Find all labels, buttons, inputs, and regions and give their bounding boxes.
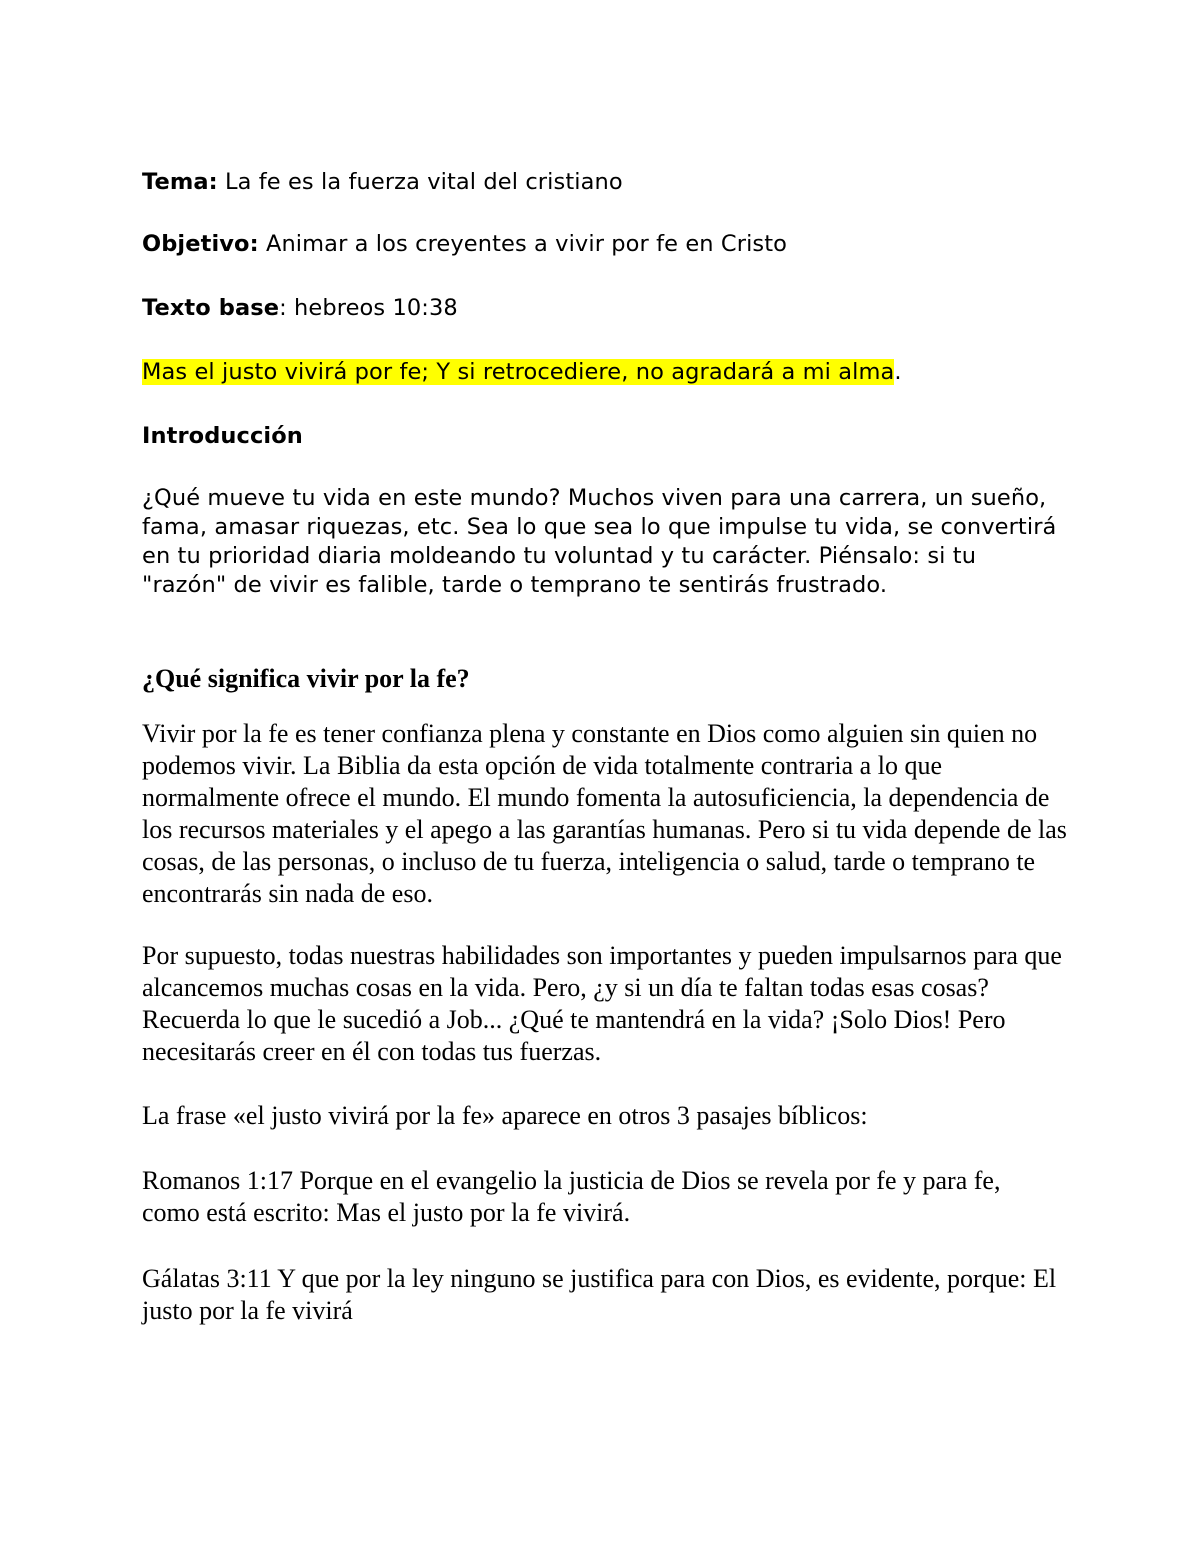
section-heading: ¿Qué significa vivir por la fe? (142, 664, 470, 693)
objetivo-line (142, 224, 787, 264)
romanos-passage: Romanos 1:17 Porque en el evangelio la justicia de Dios se revela por fe y para fe, como está escrito: Mas el justo por la fe vivirá. (142, 1166, 1001, 1227)
faith-paragraph-3: La frase «el justo vivirá por la fe» aparece en otros 3 pasajes bíblicos: (142, 1101, 868, 1130)
texto-base-label: Texto base (142, 295, 280, 321)
tema-value: La fe es la fuerza vital del cristiano (217, 169, 623, 195)
texto-base-line (142, 288, 458, 328)
texto-base-value: : hebreos 10:38 (279, 295, 458, 321)
galatas-passage: Gálatas 3:11 Y que por la ley ninguno se justifica para con Dios, es evidente, porque: El justo por la fe vivirá (142, 1264, 1057, 1325)
intro-heading: Introducción (142, 423, 303, 449)
objetivo-value: Animar a los creyentes a vivir por fe en Cristo (258, 231, 788, 257)
verse-end: . (894, 359, 902, 385)
highlighted-verse: Mas el justo vivirá por fe; Y si retrocediere, no agradará a mi alma (142, 359, 895, 385)
intro-paragraph: ¿Qué mueve tu vida en este mundo? Muchos viven para una carrera, un sueño, fama, amasar riquezas, etc. Sea lo que sea lo que impulse tu vida, se convertirá en tu prioridad diaria moldeando tu voluntad y tu carácter. Piénsalo: si tu "razón" de vivir es falible, tarde o temprano te sentirás frustrado. (142, 485, 1057, 598)
faith-paragraph-2: Por supuesto, todas nuestras habilidades son importantes y pueden impulsarnos para que alcancemos muchas cosas en la vida. Pero, ¿y si un día te faltan todas esas cosas? Recuerda lo que le sucedió a Job... ¿Qué te mantendrá en la vida? ¡Solo Dios! Pero necesitarás creer en él con todas tus fuerzas. (142, 941, 1062, 1066)
faith-paragraph-1: Vivir por la fe es tener confianza plena y constante en Dios como alguien sin quien no podemos vivir. La Biblia da esta opción de vida totalmente contraria a lo que normalmente ofrece el mundo. El mundo fomenta la autosuficiencia, la dependencia de los recursos materiales y el apego a las garantías humanas. Pero si tu vida depende de las cosas, de las personas, o incluso de tu fuerza, inteligencia o salud, tarde o temprano te encontrarás sin nada de eso. (142, 719, 1067, 908)
tema-label: Tema: (142, 169, 218, 195)
verse-line (142, 352, 902, 392)
objetivo-label: Objetivo: (142, 231, 259, 257)
tema-line (142, 162, 623, 202)
